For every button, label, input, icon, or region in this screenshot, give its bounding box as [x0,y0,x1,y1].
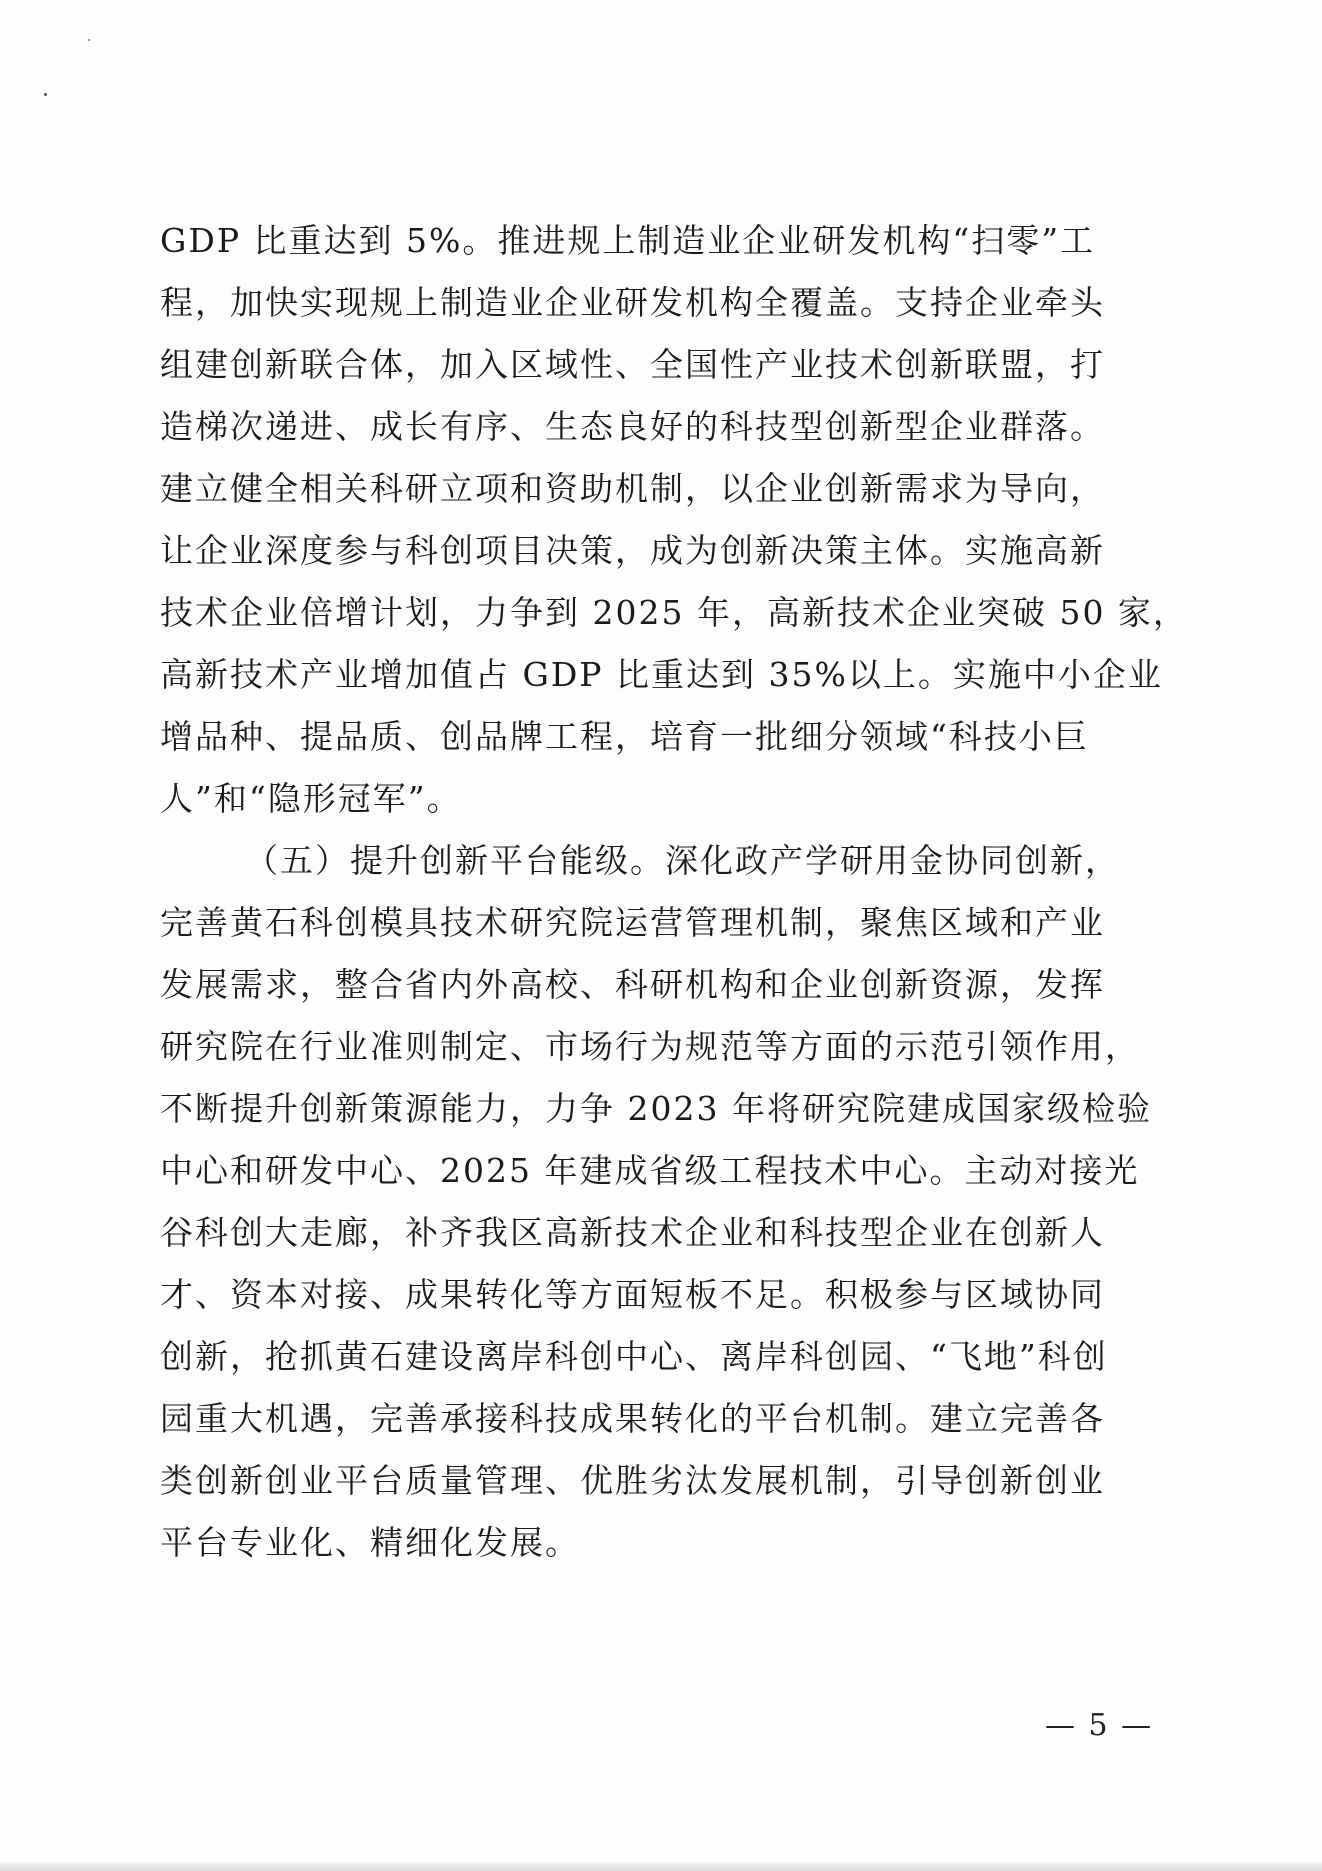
text-line: 谷科创大走廊，补齐我区高新技术企业和科技型企业在创新人 [160,1213,1105,1252]
document-body [160,210,1188,1574]
scan-speck [88,39,90,41]
text-line: 建立健全相关科研立项和资助机制，以企业创新需求为导向， [160,469,1105,508]
text-line: 技术企业倍增计划，力争到 2025 年，高新技术企业突破 50 家， [160,593,1188,632]
text-line: 研究院在行业准则制定、市场行为规范等方面的示范引领作用， [160,1027,1140,1066]
page-number: — 5 — [1045,1708,1154,1743]
scan-edge [0,1862,1322,1871]
text-line: GDP 比重达到 5%。推进规上制造业企业研发机构“扫零”工 [160,221,1096,260]
text-line: 中心和研发中心、2025 年建成省级工程技术中心。主动对接光 [160,1151,1140,1190]
text-line: 创新，抢抓黄石建设离岸科创中心、离岸科创园、“飞地”科创 [160,1337,1108,1376]
text-line: 组建创新联合体，加入区域性、全国性产业技术创新联盟，打 [160,345,1105,384]
paragraph-1 [160,210,1188,830]
text-line: 程，加快实现规上制造业企业研发机构全覆盖。支持企业牵头 [160,283,1105,322]
paragraph-2 [160,830,1156,1574]
text-line: 让企业深度参与科创项目决策，成为创新决策主体。实施高新 [160,531,1105,570]
text-line: 增品种、提品质、创品牌工程，培育一批细分领域“科技小巨 [160,717,1089,756]
text-line: 才、资本对接、成果转化等方面短板不足。积极参与区域协同 [160,1275,1105,1314]
text-line: 造梯次递进、成长有序、生态良好的科技型创新型企业群落。 [160,407,1105,446]
text-line: 发展需求，整合省内外高校、科研机构和企业创新资源，发挥 [160,965,1105,1004]
section-heading-line: （五）提升创新平台能级。深化政产学研用金协同创新， [245,841,1120,880]
text-line: 高新技术产业增加值占 GDP 比重达到 35%以上。实施中小企业 [160,655,1163,694]
text-line: 园重大机遇，完善承接科技成果转化的平台机制。建立完善各 [160,1399,1105,1438]
text-line: 平台专业化、精细化发展。 [160,1523,580,1562]
text-line: 类创新创业平台质量管理、优胜劣汰发展机制，引导创新创业 [160,1461,1105,1500]
scan-speck [44,93,47,96]
text-line: 人”和“隐形冠军”。 [160,779,462,818]
text-line: 不断提升创新策源能力，力争 2023 年将研究院建成国家级检验 [160,1089,1152,1128]
text-line: 完善黄石科创模具技术研究院运营管理机制，聚焦区域和产业 [160,903,1105,942]
